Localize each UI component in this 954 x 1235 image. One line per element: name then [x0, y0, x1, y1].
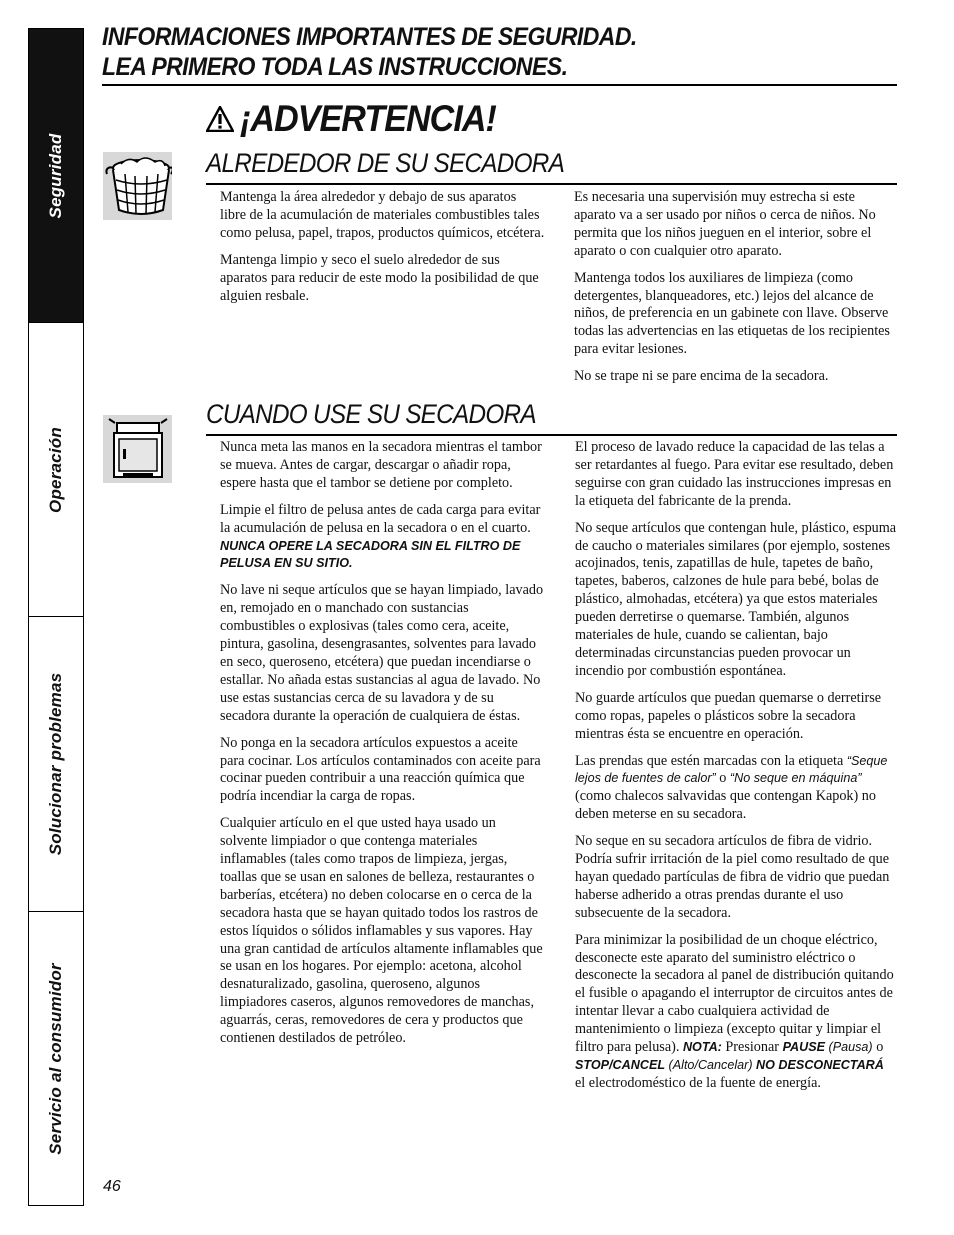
section-title-cuando-use: CUANDO USE SU SECADORA [206, 399, 536, 429]
pause-key-label: PAUSE [782, 1040, 826, 1055]
lint-filter-warning: NUNCA OPERE LA SECADORA SIN EL FILTRO DE PELUSA EN SU SITIO. [220, 538, 521, 571]
paragraph: Mantenga todos los auxiliares de limpieza (como detergentes, blanqueadores, etc.) lejos del alcance de niños, de preferencia en un gabinete con llave. Observe todas las advertencias en las etiquetas de los recipientes para evitar lesiones. [574, 269, 890, 358]
side-tab-bar [28, 28, 84, 1206]
tab-operacion[interactable] [29, 323, 83, 617]
paragraph-text: Limpie el filtro de pelusa antes de cada carga para evitar la acumulación de pelusa en la secadora o en el cuarto. [220, 501, 541, 536]
pause-translation: (Pausa) [825, 1040, 873, 1055]
section-divider-2 [206, 434, 897, 436]
paragraph: No se trape ni se pare encima de la secadora. [574, 368, 829, 385]
header-line-1: INFORMACIONES IMPORTANTES DE SEGURIDAD. [102, 23, 637, 51]
paragraph: Cualquier artículo en el que usted haya usado un solvente limpiador o que contenga materiales inflamables (tales como trapos de limpieza, jergas, toallas que se usan en salones de belleza, restaurantes o barberías, etcétera) no deben colocarse en o cerca de la secadora hasta que se hayan quitado todos los rastros de estos líquidos o sólidos inflamables y sus vapores. Hay una gran cantidad de artículos altamente inflamables que se usan en los hogares. Por ejemplo: acetona, alcohol desnaturalizado, gasolina, queroseno, algunos limpiadores caseros, algunos removedores de manchas, aguarrás, ceras, removedores de cera y productos que contienen destilados de petróleo. [220, 815, 543, 1047]
page-header [102, 22, 897, 82]
section2-left-column [220, 439, 545, 1057]
tab-servicio-al-consumidor[interactable] [29, 912, 83, 1205]
paragraph-text: Las prendas que estén marcadas con la etiqueta [575, 752, 847, 769]
dryer-icon [103, 415, 172, 483]
paragraph: Mantenga limpio y seco el suelo alrededor de sus aparatos para reducir de este modo la posibilidad de que alguien resbale. [220, 251, 539, 304]
paragraph: Mantenga la área alrededor y debajo de sus aparatos libre de la acumulación de materiales combustibles tales como pelusa, papel, trapos, productos químicos, etcétera. [220, 189, 545, 241]
paragraph [575, 753, 897, 825]
section2-right-column [575, 439, 897, 1102]
header-divider [102, 84, 897, 86]
section-divider-1 [206, 183, 897, 185]
paragraph: Es necesaria una supervisión muy estrecha si este aparato va a ser usado por niños o cerca de niños. No permita que los niños jueguen en el interior, sobre el aparato o con cualquier otro aparato. [574, 189, 876, 259]
tab-solucionar-problemas-label: Solucionar problemas [46, 672, 65, 856]
tab-solucionar-problemas[interactable] [29, 617, 83, 912]
section1-right-column [574, 189, 896, 395]
paragraph-text: o [715, 770, 730, 787]
label-quote: “Seque lejos de fuentes de calor” [575, 753, 888, 786]
warning-title: ¡ADVERTENCIA! [240, 98, 496, 139]
note-label: NOTA: [682, 1040, 722, 1055]
paragraph: No ponga en la secadora artículos expuestos a aceite para cocinar. Los artículos contaminados con aceite para cocinar pueden contribuir a una reacción química que podría incendiar la carga de ropas. [220, 734, 541, 805]
paragraph: El proceso de lavado reduce la capacidad de las telas a ser retardantes al fuego. Para evitar ese resultado, deben seguirse con gran cuidado las instrucciones impresas en la etiqueta del fabricante de la prenda. [575, 439, 894, 509]
paragraph-text: el electrodoméstico de la fuente de energía. [575, 1074, 821, 1091]
warning-triangle-icon [206, 106, 234, 132]
paragraph-text: (como chalecos salvavidas que contengan Kapok) no deben meterse en su secadora. [575, 788, 876, 823]
paragraph: Nunca meta las manos en la secadora mientras el tambor se mueva. Antes de cargar, descargar o añadir ropa, espere hasta que el tambor se detiene por completo. [220, 439, 542, 491]
tab-operacion-label: Operación [46, 426, 65, 513]
paragraph: No seque artículos que contengan hule, plástico, espuma de caucho o materiales similares (por ejemplo, sostenes acojinados, tenis, zapatillas de hule, tapetes de baño, tapetes, baberos, calzones de hule para bebé, bolas de plástico, almohadas, etcétera) ya que estos materiales pueden derretirse o quemarse. También, algunos materiales de hule, cuando se calientan, bajo determinadas circunstancias pueden provocar un incendio por combustión espontánea. [575, 519, 897, 679]
paragraph [575, 932, 897, 1093]
warning-heading [206, 98, 518, 140]
stop-cancel-key-label: STOP/CANCEL [575, 1058, 666, 1072]
section-title-alrededor: ALREDEDOR DE SU SECADORA [206, 148, 565, 178]
paragraph [220, 502, 545, 574]
paragraph-text: Presionar [721, 1039, 783, 1056]
paragraph-text: Para minimizar la posibilidad de un choque eléctrico, desconecte este aparato del suministro eléctrico o desconecte la secadora al panel de distribución quitando el fusible o apagando el interruptor de circuitos antes de intentar llevar a cabo cualquiera actividad de mantenimiento o limpieza (excepto quitar y limpiar el filtro para pelusa). [575, 931, 894, 1056]
section1-left-column [220, 189, 545, 314]
tab-seguridad[interactable] [29, 29, 83, 323]
no-disconnect-warning: NO DESCONECTARÁ [756, 1058, 884, 1072]
stop-cancel-translation: (Alto/Cancelar) [665, 1058, 757, 1072]
paragraph: No seque en su secadora artículos de fibra de vidrio. Podría sufrir irritación de la piel como resultado de que hayan quedado partículas de fibra de vidrio que puedan haberse adherido a otras prendas durante el uso subsecuente de la secadora. [575, 833, 890, 921]
laundry-basket-icon [103, 152, 172, 220]
tab-seguridad-label: Seguridad [46, 133, 65, 218]
paragraph: No guarde artículos que puedan quemarse o derretirse como ropas, papeles o plásticos sobre la secadora mientras ésta se encuentre en operación. [575, 689, 882, 742]
paragraph-text: o [872, 1039, 884, 1056]
tab-servicio-label: Servicio al consumidor [46, 962, 65, 1155]
page-number: 46 [103, 1178, 121, 1195]
paragraph: No lave ni seque artículos que se hayan limpiado, lavado en, remojado en o manchado con sustancias combustibles o explosivas (tales como cera, aceite, pintura, gasolina, desengrasantes, solventes para lavado en seco, queroseno, etcétera) que puedan incendiarse o estallar. No añada estas sustancias al agua de lavado. No use estas sustancias cerca de su lavadora y de su secadora durante la operación de cualquiera de éstas. [220, 582, 544, 724]
label-quote: “No seque en máquina” [729, 771, 862, 786]
header-line-2: LEA PRIMERO TODA LAS INSTRUCCIONES. [102, 53, 568, 81]
